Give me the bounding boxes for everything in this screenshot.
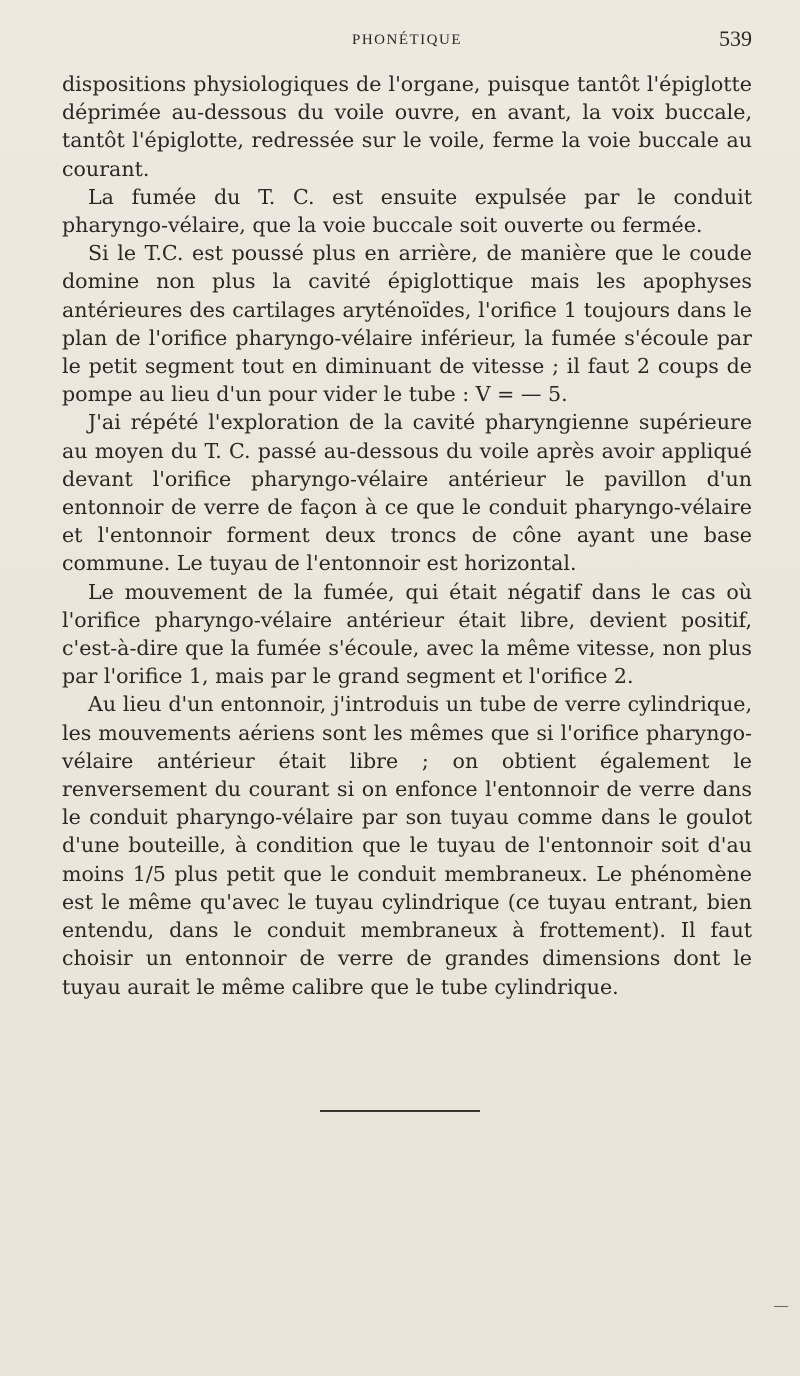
page-header [62, 26, 752, 58]
paragraph-mouvement-fumee: Le mouvement de la fumée, qui était négatif dans le cas où l'orifice pharyngo-vélaire antérieur était libre, devient positif, c'est-à-dire que la fumée s'écoule, avec la même vitesse, non plus par l'orifice 1, mais par le grand segment et l'orifice 2. [62, 579, 752, 689]
paragraph-tube-cylindrique: Au lieu d'un entonnoir, j'introduis un tube de verre cylindrique, les mouvements aériens sont les mêmes que si l'orifice pharyngo-vélaire antérieur était libre ; on obtient également le renversement du courant si on enfonce l'entonnoir de verre dans le conduit pharyngo-vélaire par son tuyau comme dans le goulot d'une bouteille, à condition que le tuyau de l'entonnoir soit d'au moins 1/5 plus petit que le conduit membraneux. Le phénomène est le même qu'avec le tuyau cylindrique (ce tuyau entrant, bien entendu, dans le conduit membraneux à frottement). Il faut choisir un entonnoir de verre de grandes dimensions dont le tuyau aurait le même calibre que le tube cylindrique. [62, 692, 752, 999]
running-title: PHONÉTIQUE [352, 32, 462, 48]
paragraph-fumee-expulsee: La fumée du T. C. est ensuite expulsée par le conduit pharyngo-vélaire, que la voie buccale soit ouverte ou fermée. [62, 184, 752, 238]
paragraph-exploration: J'ai répété l'exploration de la cavité pharyngienne supérieure au moyen du T. C. passé au-dessous du voile après avoir appliqué devant l'orifice pharyngo-vélaire antérieur le pavillon d'un entonnoir de verre de façon à ce que le conduit pharyngo-vélaire et l'entonnoir forment deux troncs de cône ayant une base commune. Le tuyau de l'entonnoir est horizontal. [62, 410, 752, 576]
body-text [62, 70, 752, 1001]
paragraph-tc-pousse: Si le T.C. est poussé plus en arrière, de manière que le coude domine non plus la cavité épiglottique mais les apophyses antérieures des cartilages aryténoïdes, l'orifice 1 toujours dans le plan de l'orifice pharyngo-vélaire inférieur, la fumée s'écoule par le petit segment tout en diminuant de vitesse ; il faut 2 coups de pompe au lieu d'un pour vider le tube : V = — 5. [62, 241, 752, 407]
page-number: 539 [719, 26, 752, 51]
margin-mark [774, 1306, 788, 1307]
section-end-rule [320, 1110, 480, 1112]
paragraph-continued: dispositions physiologiques de l'organe, puisque tantôt l'épiglotte déprimée au-dessous du voile ouvre, en avant, la voix buccale, tantôt l'épiglotte, redressée sur le voile, ferme la voie buccale au courant. [62, 72, 752, 181]
